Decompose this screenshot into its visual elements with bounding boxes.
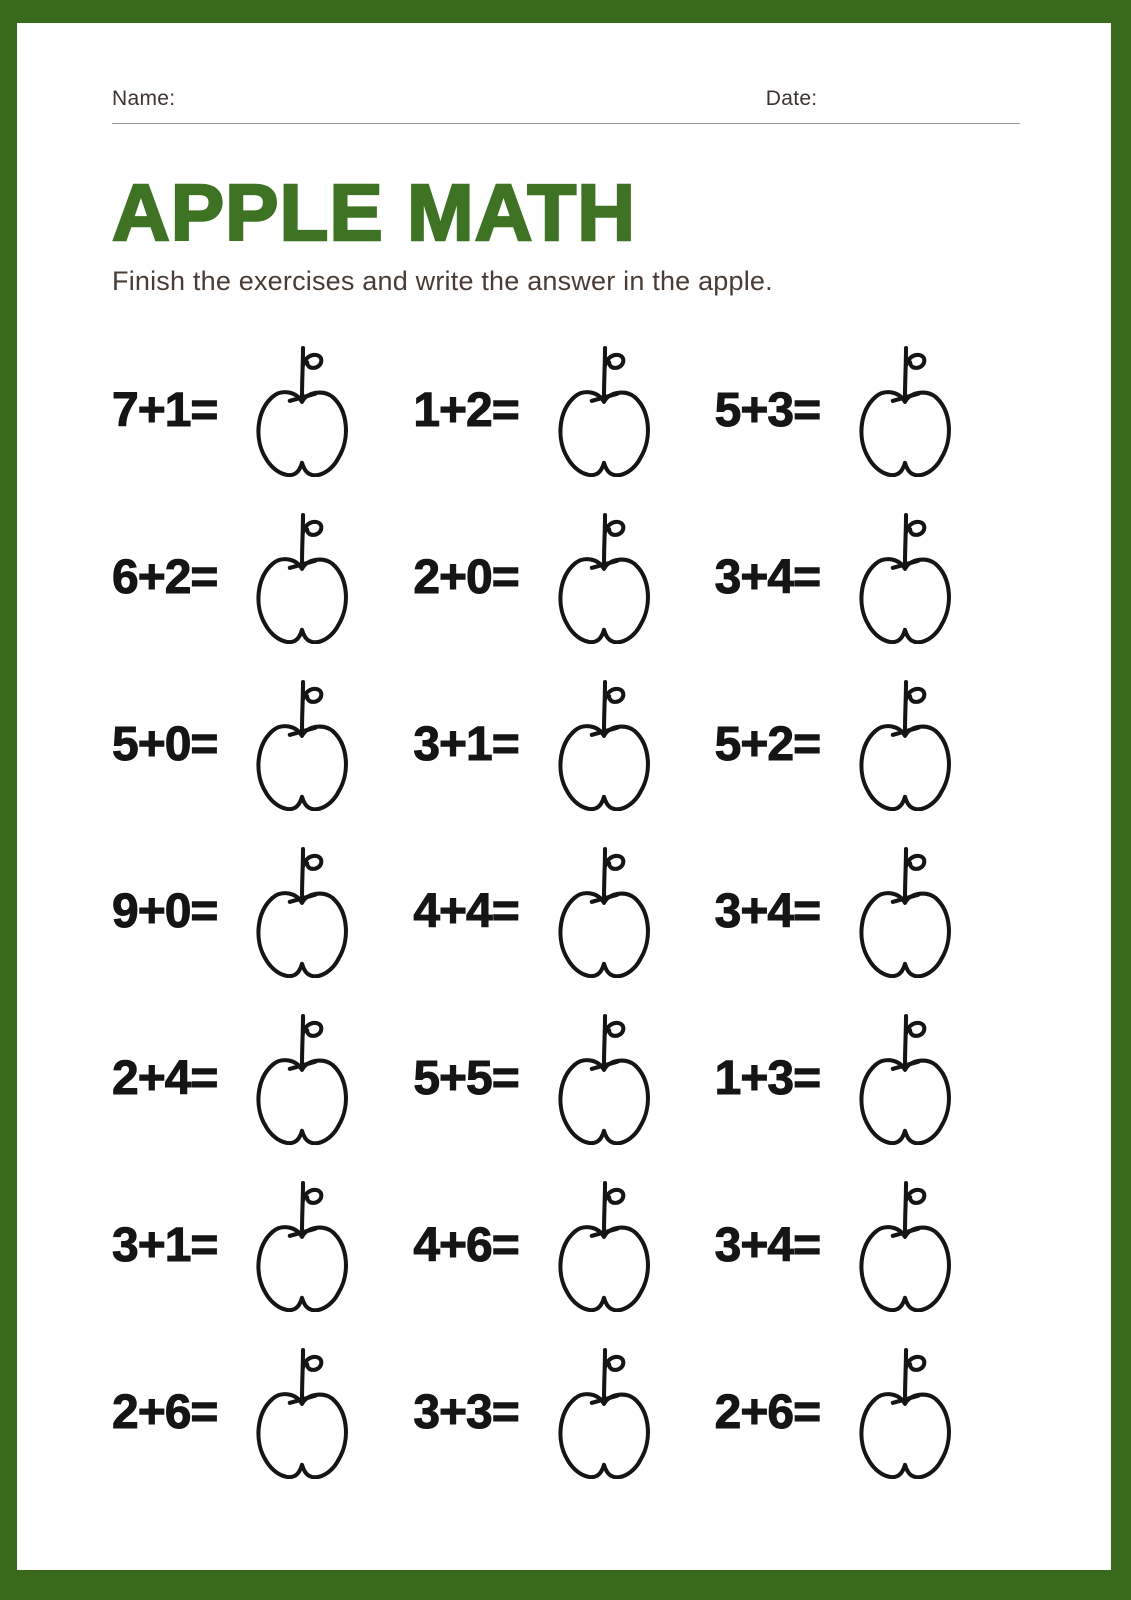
name-date-bar: [112, 87, 1020, 124]
equation-label: 7+1=: [112, 383, 218, 437]
apple-outline-icon[interactable]: [245, 844, 359, 978]
exercise-cell: [715, 677, 1016, 811]
apple-outline-icon[interactable]: [848, 343, 962, 477]
exercise-cell: [715, 343, 1016, 477]
equation-label: 2+6=: [112, 1385, 218, 1439]
exercise-cell: [413, 677, 714, 811]
exercise-cell: [715, 1345, 1016, 1479]
apple-outline-icon[interactable]: [848, 844, 962, 978]
apple-outline-icon[interactable]: [848, 1011, 962, 1145]
apple-outline-icon[interactable]: [547, 510, 661, 644]
exercise-cell: [112, 1011, 413, 1145]
equation-label: 3+4=: [714, 884, 821, 938]
equation-label: 3+4=: [714, 550, 821, 604]
exercise-cell: [413, 844, 714, 978]
equation-label: 1+2=: [413, 383, 519, 437]
exercise-cell: [112, 510, 413, 644]
apple-outline-icon[interactable]: [547, 1178, 661, 1312]
equation-label: 3+3=: [413, 1385, 519, 1439]
equation-label: 1+3=: [714, 1051, 821, 1105]
equation-label: 4+4=: [413, 884, 519, 938]
apple-outline-icon[interactable]: [245, 1178, 359, 1312]
apple-outline-icon[interactable]: [848, 510, 962, 644]
date-label: Date:: [765, 87, 818, 110]
equation-label: 4+6=: [413, 1218, 519, 1272]
equation-label: 5+5=: [413, 1051, 519, 1105]
equation-label: 3+1=: [413, 717, 519, 771]
equation-label: 3+1=: [112, 1218, 218, 1272]
apple-outline-icon[interactable]: [848, 1345, 962, 1479]
page-subtitle: Finish the exercises and write the answer in the apple.: [112, 265, 773, 296]
exercise-cell: [413, 1178, 714, 1312]
equation-label: 2+6=: [714, 1385, 821, 1439]
equation-label: 9+0=: [112, 884, 218, 938]
exercise-cell: [413, 510, 714, 644]
exercise-cell: [413, 343, 714, 477]
equation-label: 5+2=: [714, 717, 821, 771]
exercise-grid: [112, 327, 1016, 1496]
equation-label: 6+2=: [112, 550, 218, 604]
apple-outline-icon[interactable]: [547, 844, 661, 978]
exercise-cell: [413, 1345, 714, 1479]
apple-outline-icon[interactable]: [245, 343, 359, 477]
apple-outline-icon[interactable]: [245, 1345, 359, 1479]
exercise-cell: [112, 844, 413, 978]
apple-outline-icon[interactable]: [547, 677, 661, 811]
exercise-cell: [112, 1178, 413, 1312]
exercise-cell: [715, 510, 1016, 644]
exercise-cell: [715, 1011, 1016, 1145]
exercise-cell: [715, 844, 1016, 978]
apple-outline-icon[interactable]: [245, 510, 359, 644]
equation-label: 2+0=: [413, 550, 519, 604]
apple-outline-icon[interactable]: [245, 1011, 359, 1145]
apple-outline-icon[interactable]: [245, 677, 359, 811]
equation-label: 5+3=: [714, 383, 821, 437]
exercise-cell: [413, 1011, 714, 1145]
apple-outline-icon[interactable]: [848, 1178, 962, 1312]
worksheet-page: [17, 23, 1111, 1570]
apple-outline-icon[interactable]: [848, 677, 962, 811]
equation-label: 2+4=: [112, 1051, 218, 1105]
apple-outline-icon[interactable]: [547, 343, 661, 477]
page-title: APPLE MATH: [112, 168, 637, 257]
exercise-cell: [715, 1178, 1016, 1312]
equation-label: 3+4=: [714, 1218, 821, 1272]
exercise-cell: [112, 677, 413, 811]
exercise-cell: [112, 1345, 413, 1479]
name-label: Name:: [112, 87, 176, 110]
exercise-cell: [112, 343, 413, 477]
apple-outline-icon[interactable]: [547, 1011, 661, 1145]
equation-label: 5+0=: [112, 717, 218, 771]
apple-outline-icon[interactable]: [547, 1345, 661, 1479]
